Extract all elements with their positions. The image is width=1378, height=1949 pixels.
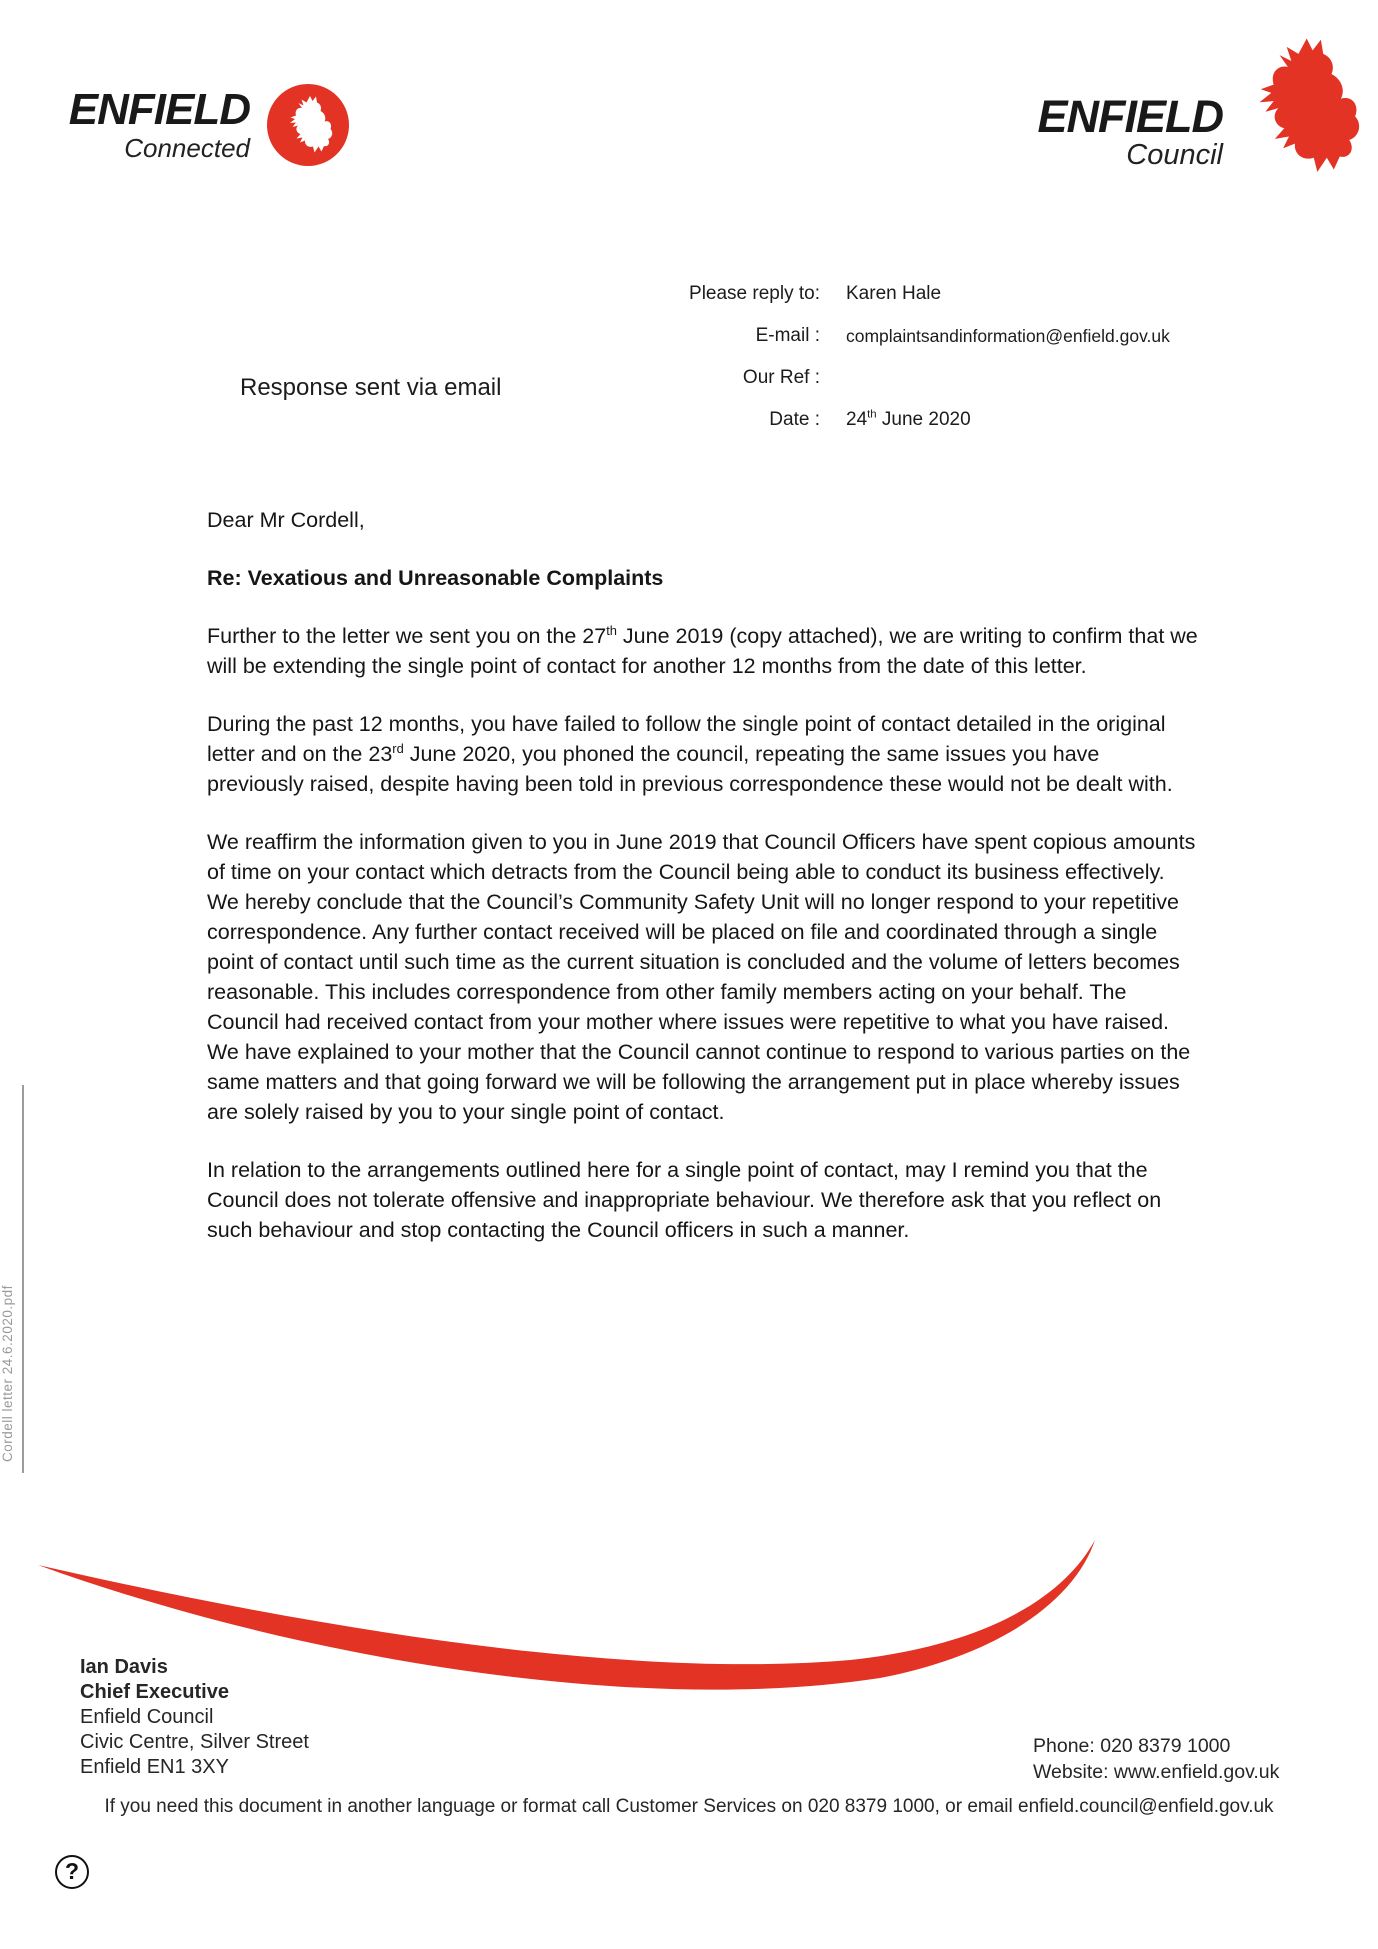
- website-line: Website: www.enfield.gov.uk: [1033, 1761, 1280, 1783]
- meta-row-date: [400, 409, 1260, 451]
- response-sent-via-email-note: Response sent via email: [240, 374, 502, 401]
- paragraph-2-text-cont: June 2020, you phoned the council, repeating the same issues you have previously raised, despite having been told in previous correspondence these would not be dealt with.: [207, 742, 1173, 796]
- signatory-title: Chief Executive: [80, 1681, 229, 1703]
- signatory-name: Ian Davis: [80, 1656, 168, 1678]
- logo-right-title: ENFIELD: [1037, 91, 1223, 142]
- filename-stamp: Cordell letter 24.6.2020.pdf: [0, 1285, 15, 1462]
- signatory-org: Enfield Council: [80, 1706, 214, 1728]
- logo-right-subtitle: Council: [1126, 139, 1223, 171]
- signature-block: [80, 1655, 309, 1780]
- paragraph-2: [207, 709, 1201, 799]
- date-rest: June 2020: [876, 409, 971, 430]
- meta-row-reply-to: [400, 283, 1260, 325]
- paragraph-1-ordinal: th: [606, 622, 617, 638]
- language-assistance-note: If you need this document in another language or format call Customer Services on 020 8379 1000, or email enfield.council@enfield.gov.uk: [104, 1796, 1274, 1817]
- enfield-beast-icon: [283, 95, 333, 155]
- logo-enfield-council: [1021, 91, 1223, 171]
- paragraph-1: [207, 621, 1201, 681]
- paragraph-1-text-cont: June 2019 (copy attached), we are writing to confirm that we will be extending the single point of contact for another 12 months from the date of this letter.: [207, 624, 1198, 678]
- enfield-badge-circle: [267, 84, 349, 166]
- logo-left-title: ENFIELD: [68, 85, 250, 134]
- paragraph-4: We hereby conclude that the Council’s Community Safety Unit will no longer respond to your repetitive correspondence. Any further contact received will be placed on file and coordinated through a single point of contact until such time as the current situation is concluded and the volume of letters becomes reasonable. This includes correspondence from other family members acting on your behalf. The Council had received contact from your mother where issues were repetitive to what you have raised. We have explained to your mother that the Council cannot continue to respond to various parties on the same matters and that going forward we will be following the arrangement put in place whereby issues are solely raised by you to your single point of contact.: [207, 890, 1191, 1124]
- reply-to-value: Karen Hale: [846, 283, 942, 304]
- meta-row-email: [400, 325, 1260, 367]
- date-label: Date :: [769, 409, 820, 430]
- paragraph-1-text: Further to the letter we sent you on the 27: [207, 624, 607, 648]
- logo-left-subtitle: Connected: [124, 133, 250, 163]
- meta-row-our-ref: [400, 367, 1260, 409]
- phone-line: Phone: 020 8379 1000: [1033, 1735, 1231, 1757]
- paragraph-2-ordinal: rd: [392, 740, 404, 756]
- paragraph-3: We reaffirm the information given to you in June 2019 that Council Officers have spent copious amounts of time on your contact which detracts from the Council being able to conduct its business effectively.: [207, 830, 1196, 884]
- signatory-address-2: Enfield EN1 3XY: [80, 1756, 229, 1778]
- email-value: complaintsandinformation@enfield.gov.uk: [846, 326, 1170, 346]
- letter-body: [207, 505, 1201, 1273]
- page-edge-rule: [22, 1085, 24, 1473]
- salutation: Dear Mr Cordell,: [207, 508, 365, 532]
- question-mark-icon: [55, 1855, 89, 1889]
- date-day: 24: [846, 409, 868, 430]
- date-ordinal: th: [867, 408, 877, 421]
- date-value: [846, 409, 971, 431]
- contact-block: [1033, 1733, 1279, 1785]
- email-label: E-mail :: [755, 325, 820, 346]
- subject-line: Re: Vexatious and Unreasonable Complaints: [207, 566, 664, 590]
- enfield-beast-icon: [1243, 36, 1361, 183]
- logo-enfield-connected: [58, 85, 250, 163]
- reply-meta-block: [400, 283, 1260, 451]
- reply-to-label: Please reply to:: [689, 283, 820, 304]
- our-ref-label: Our Ref :: [742, 367, 820, 388]
- paragraph-2-text: During the past 12 months, you have failed to follow the single point of contact detailed in the original letter and on the 23: [207, 712, 1166, 766]
- question-mark-glyph: ?: [64, 1857, 80, 1884]
- signatory-address-1: Civic Centre, Silver Street: [80, 1731, 309, 1753]
- paragraph-5: In relation to the arrangements outlined here for a single point of contact, may I remind you that the Council does not tolerate offensive and inappropriate behaviour. We therefore ask that you reflect on such behaviour and stop contacting the Council officers in such a manner.: [207, 1158, 1162, 1242]
